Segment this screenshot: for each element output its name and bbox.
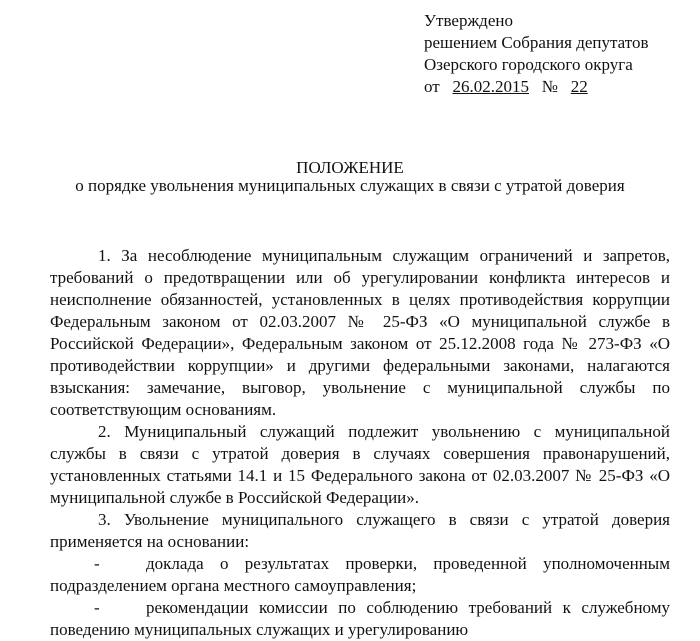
bullet-dash: -	[94, 554, 100, 573]
bullet-text: рекомендации комиссии по соблюдению требований к служебному поведению муниципальных служащих и урегулированию	[50, 598, 670, 639]
approval-block	[424, 10, 649, 98]
document-title: ПОЛОЖЕНИЕ	[296, 158, 404, 177]
list-item	[50, 553, 670, 597]
approval-line-date-number	[424, 76, 649, 98]
document-subtitle: о порядке увольнения муниципальных служащих в связи с утратой доверия	[75, 176, 625, 195]
approval-date: 26.02.2015	[452, 77, 529, 96]
document-body	[50, 245, 670, 641]
paragraph-1: 1. За несоблюдение муниципальным служащим ограничений и запретов, требований о предотвращении или об урегулировании конфликта интересов и неисполнение обязанностей, установленных в целях противодействия коррупции Федеральным законом от 02.03.2007 № 25-ФЗ «О муниципальной службе в Российской Федерации», Федеральным законом от 25.12.2008 года № 273-ФЗ «О противодействии коррупции» и другими федеральными законами, налагаются взыскания: замечание, выговор, увольнение с муниципальной службы по соответствующим основаниям.	[50, 246, 670, 419]
approval-number: 22	[570, 77, 588, 96]
number-prefix: №	[541, 77, 558, 96]
approval-line-district: Озерского городского округа	[424, 55, 633, 74]
paragraph-3: 3. Увольнение муниципального служащего в связи с утратой доверия применяется на основании:	[50, 510, 670, 551]
list-item	[50, 597, 670, 641]
paragraph-2: 2. Муниципальный служащий подлежит увольнению с муниципальной службы в связи с утратой доверия в случаях совершения правонарушений, установленных статьями 14.1 и 15 Федерального закона от 02.03.2007 № 25-ФЗ «О муниципальной службе в Российской Федерации».	[50, 422, 670, 507]
date-prefix: от	[424, 77, 440, 96]
approval-line-approved: Утверждено	[424, 11, 513, 30]
bullet-text: доклада о результатах проверки, проведенной уполномоченным подразделением органа местного самоуправления;	[50, 554, 670, 595]
bullet-dash: -	[94, 598, 100, 617]
approval-line-decision: решением Собрания депутатов	[424, 33, 649, 52]
